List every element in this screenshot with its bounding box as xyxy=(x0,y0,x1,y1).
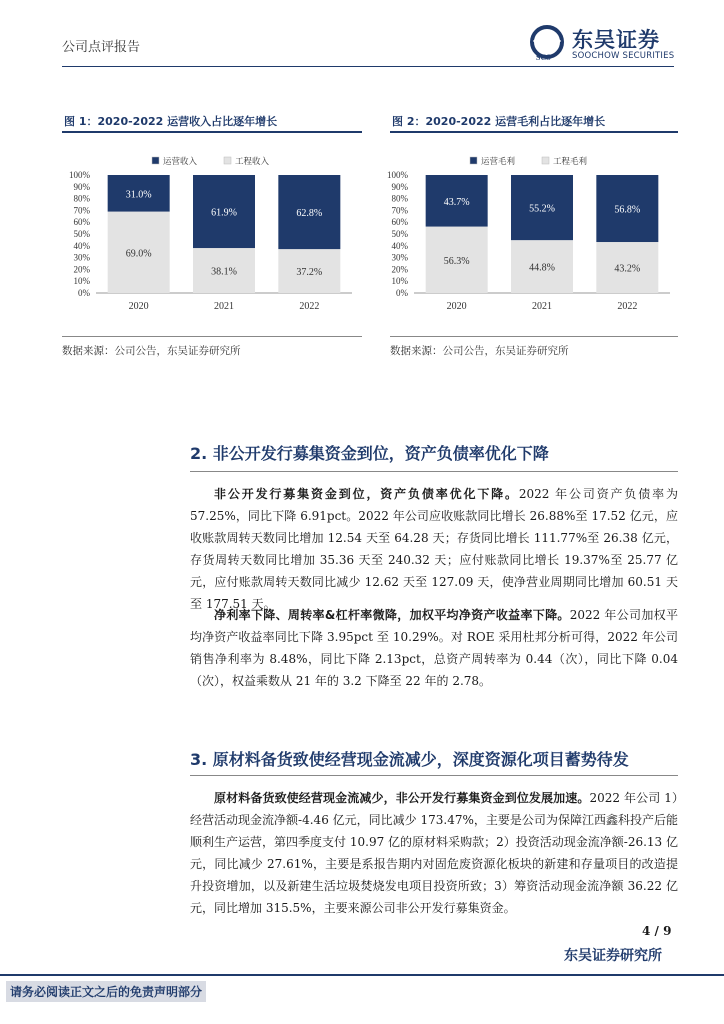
data-label: 56.8% xyxy=(614,204,641,216)
section3-p1-body: 2022 年公司 1）经营活动现金流净额-4.46 亿元，同比减少 173.47%，主要是公司为保障江西鑫科投产后能顺利生产运营，第四季度支付 10.97 亿的原材料采购款；2）投资活动现金流净额-26.13 亿元，同比减少 27.61%，主要是系报告期内对固危废资源化板块的新建和存量项目的改造提升投资增加，以及新建生活垃圾焚烧发电项目投资所致；3）筹资活动现金流净额 36.22 亿元，同比增加 315.5%，主要来源公司非公开发行募集资金。 xyxy=(190,791,678,915)
section2-divider xyxy=(190,471,678,472)
figure1-title: 图 1：2020-2022 运营收入占比逐年增长 xyxy=(64,115,278,128)
y-tick-label: 40% xyxy=(391,240,408,251)
section2-p1-lead: 非公开发行募集资金到位，资产负债率优化下降。 xyxy=(214,487,519,501)
y-tick-label: 100% xyxy=(69,170,90,180)
y-tick-label: 30% xyxy=(391,252,408,263)
brand-logo xyxy=(528,24,678,62)
legend-label: 工程收入 xyxy=(235,156,270,166)
figure1-title-rule xyxy=(62,131,362,133)
figure2-title: 图 2：2020-2022 运营毛利占比逐年增长 xyxy=(392,115,606,128)
y-tick-label: 20% xyxy=(391,264,408,275)
report-type-label: 公司点评报告 xyxy=(62,40,141,55)
y-tick-label: 90% xyxy=(73,181,90,192)
y-tick-label: 50% xyxy=(391,229,408,239)
section3-divider xyxy=(190,775,678,776)
section2-p2-lead: 净利率下降、周转率&杠杆率微降，加权平均净资产收益率下降。 xyxy=(214,608,570,622)
y-tick-label: 0% xyxy=(78,288,90,298)
brand-name-cn: 东吴证券 xyxy=(572,28,660,52)
y-tick-label: 10% xyxy=(73,276,90,287)
figure2-chart xyxy=(380,140,680,330)
x-tick-label: 2022 xyxy=(299,301,320,312)
y-tick-label: 70% xyxy=(73,205,90,216)
x-tick-label: 2020 xyxy=(446,301,467,312)
legend-swatch xyxy=(224,157,231,164)
data-label: 55.2% xyxy=(529,203,555,215)
data-label: 44.8% xyxy=(529,262,555,274)
figure2-title-rule xyxy=(390,131,678,133)
page-number: 4 / 9 xyxy=(642,924,672,938)
data-label: 31.0% xyxy=(125,189,152,201)
y-tick-label: 50% xyxy=(73,229,90,239)
figure1-bottom-rule xyxy=(62,336,362,337)
brand-mark-text: SCS xyxy=(536,53,551,62)
figure2-source: 数据来源：公司公告，东吴证券研究所 xyxy=(390,345,569,357)
y-tick-label: 100% xyxy=(387,170,408,180)
y-tick-label: 0% xyxy=(396,288,408,298)
data-label: 38.1% xyxy=(211,266,237,278)
section2-p1-body: 2022 年公司资产负债率为 57.25%，同比下降 6.91pct。2022 年公司应收账款同比增长 26.88%至 17.52 亿元，应收账款周转天数同比增加 12.54 天至 64.28 天；存货同比增长 111.77%至 26.38 亿元，存货周转天数同比增加 35.36 天至 240.32 天；应付账款同比增长 19.37%至 25.77 亿元，应付账款周转天数同比减少 12.62 天至 127.09 天，使净营业周期同比增加 60.51 天至 177.51 天。 xyxy=(190,487,678,611)
legend-label: 运营毛利 xyxy=(481,156,516,166)
figure2-bottom-rule xyxy=(390,336,678,337)
data-label: 69.0% xyxy=(125,248,152,260)
section3-title: 3. 原材料备货致使经营现金流减少，深度资源化项目蓄势待发 xyxy=(190,750,629,769)
legend-label: 运营收入 xyxy=(163,156,198,166)
data-label: 43.7% xyxy=(443,196,470,208)
y-tick-label: 70% xyxy=(391,205,408,216)
y-tick-label: 80% xyxy=(391,193,408,204)
figure1-source: 数据来源：公司公告，东吴证券研究所 xyxy=(62,345,241,357)
section2-paragraph-1 xyxy=(190,483,678,615)
data-label: 37.2% xyxy=(296,267,323,279)
legend-swatch xyxy=(542,157,549,164)
y-tick-label: 60% xyxy=(391,217,408,228)
data-label: 43.2% xyxy=(614,263,641,275)
y-tick-label: 60% xyxy=(73,217,90,228)
x-tick-label: 2022 xyxy=(617,301,638,312)
legend-swatch xyxy=(470,157,477,164)
section3-p1-lead: 原材料备货致使经营现金流减少，非公开发行募集资金到位发展加速。 xyxy=(214,791,590,805)
x-tick-label: 2021 xyxy=(214,301,234,312)
figure1-chart xyxy=(62,140,362,330)
y-tick-label: 90% xyxy=(391,181,408,192)
y-tick-label: 30% xyxy=(73,252,90,263)
x-tick-label: 2020 xyxy=(128,301,149,312)
data-label: 62.8% xyxy=(296,208,323,220)
section2-p2-body: 2022 年公司加权平均净资产收益率同比下降 3.95pct 至 10.29%。对 ROE 采用杜邦分析可得，2022 年公司销售净利率为 8.48%，同比下降 2.13pct，总资产周转率为 0.44（次），同比下降 0.04（次），权益乘数从 21 年的 3.2 下降至 22 年的 2.78。 xyxy=(190,608,679,688)
header-divider xyxy=(62,66,674,67)
footer-institute: 东吴证券研究所 xyxy=(564,948,662,964)
disclaimer-notice: 请务必阅读正文之后的免责声明部分 xyxy=(6,981,206,1002)
brand-mark-icon xyxy=(528,24,568,62)
y-tick-label: 40% xyxy=(73,240,90,251)
section3-paragraph-1 xyxy=(190,787,678,919)
data-label: 61.9% xyxy=(211,207,237,219)
footer-divider xyxy=(0,974,724,976)
y-tick-label: 10% xyxy=(391,276,408,287)
y-tick-label: 80% xyxy=(73,193,90,204)
y-tick-label: 20% xyxy=(73,264,90,275)
section2-title: 2. 非公开发行募集资金到位，资产负债率优化下降 xyxy=(190,444,549,463)
legend-swatch xyxy=(152,157,159,164)
brand-name-en: SOOCHOW SECURITIES xyxy=(572,51,675,61)
legend-label: 工程毛利 xyxy=(553,156,588,166)
section2-paragraph-2 xyxy=(190,604,678,692)
data-label: 56.3% xyxy=(443,255,470,267)
x-tick-label: 2021 xyxy=(532,301,552,312)
